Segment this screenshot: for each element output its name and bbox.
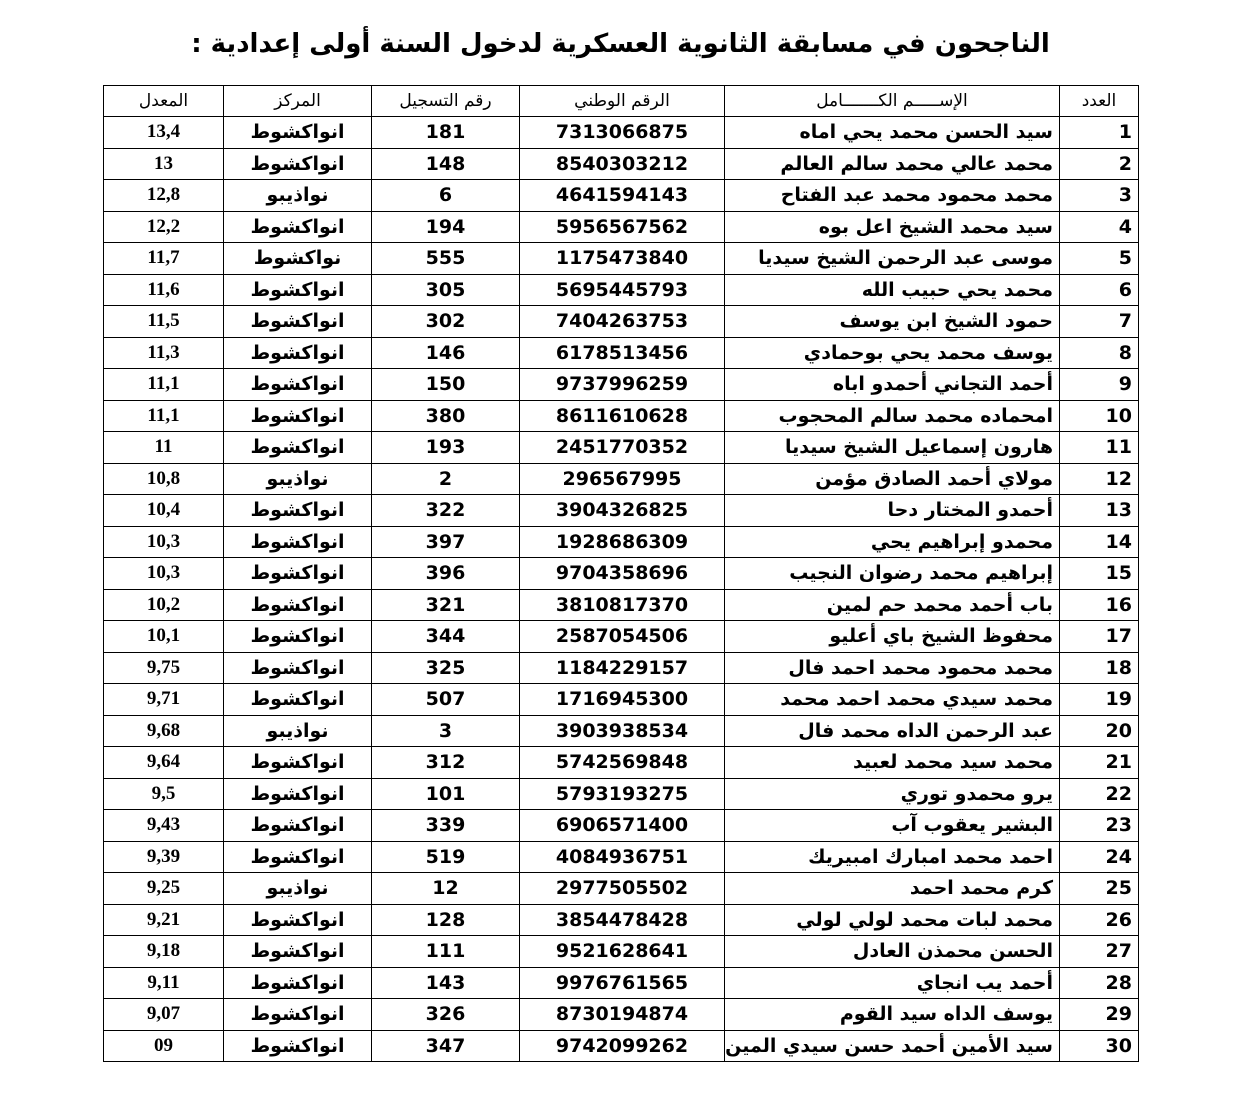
average-score: 09	[104, 1030, 224, 1062]
national-id: 6906571400	[520, 810, 725, 842]
exam-center: انواكشوط	[224, 369, 372, 401]
row-number: 12	[1060, 463, 1139, 495]
registration-number: 380	[372, 400, 520, 432]
exam-center: انواكشوط	[224, 400, 372, 432]
full-name: أحمدو المختار دحا	[725, 495, 1060, 527]
row-number: 22	[1060, 778, 1139, 810]
exam-center: انواكشوط	[224, 306, 372, 338]
average-score: 10,1	[104, 621, 224, 653]
table-row	[104, 274, 1139, 306]
exam-center: نواذيبو	[224, 873, 372, 905]
table-row	[104, 621, 1139, 653]
full-name: محمد محمود محمد عبد الفتاح	[725, 180, 1060, 212]
national-id: 3810817370	[520, 589, 725, 621]
average-score: 9,43	[104, 810, 224, 842]
average-score: 11,3	[104, 337, 224, 369]
exam-center: انواكشوط	[224, 621, 372, 653]
registration-number: 193	[372, 432, 520, 464]
exam-center: انواكشوط	[224, 904, 372, 936]
table-row	[104, 904, 1139, 936]
full-name: سيد محمد الشيخ اعل بوه	[725, 211, 1060, 243]
national-id: 9742099262	[520, 1030, 725, 1062]
national-id: 4084936751	[520, 841, 725, 873]
table-row	[104, 715, 1139, 747]
table-row	[104, 589, 1139, 621]
table-row	[104, 747, 1139, 779]
national-id: 5742569848	[520, 747, 725, 779]
row-number: 11	[1060, 432, 1139, 464]
page-title: الناجحون في مسابقة الثانوية العسكرية لدخول السنة أولى إعدادية :	[191, 29, 1050, 59]
exam-center: انواكشوط	[224, 841, 372, 873]
exam-center: نواذيبو	[224, 463, 372, 495]
registration-number: 6	[372, 180, 520, 212]
table-row	[104, 337, 1139, 369]
table-row	[104, 117, 1139, 149]
average-score: 9,5	[104, 778, 224, 810]
average-score: 9,71	[104, 684, 224, 716]
average-score: 9,07	[104, 999, 224, 1031]
table-row	[104, 148, 1139, 180]
table-row	[104, 400, 1139, 432]
table-row	[104, 1030, 1139, 1062]
registration-number: 12	[372, 873, 520, 905]
exam-center: نواذيبو	[224, 715, 372, 747]
row-number: 18	[1060, 652, 1139, 684]
national-id: 9976761565	[520, 967, 725, 999]
national-id: 5793193275	[520, 778, 725, 810]
exam-center: انواكشوط	[224, 652, 372, 684]
registration-number: 2	[372, 463, 520, 495]
full-name: سيد الأمين أحمد حسن سيدي المين	[725, 1030, 1060, 1062]
registration-number: 312	[372, 747, 520, 779]
full-name: امحماده محمد سالم المحجوب	[725, 400, 1060, 432]
exam-center: انواكشوط	[224, 936, 372, 968]
full-name: محمدو إبراهيم يحي	[725, 526, 1060, 558]
table-row	[104, 936, 1139, 968]
registration-number: 339	[372, 810, 520, 842]
average-score: 11,1	[104, 369, 224, 401]
registration-number: 146	[372, 337, 520, 369]
national-id: 9737996259	[520, 369, 725, 401]
row-number: 10	[1060, 400, 1139, 432]
full-name: إبراهيم محمد رضوان النجيب	[725, 558, 1060, 590]
header-reg: رقم التسجيل	[372, 86, 520, 117]
table-row	[104, 306, 1139, 338]
average-score: 11,5	[104, 306, 224, 338]
row-number: 5	[1060, 243, 1139, 275]
average-score: 10,4	[104, 495, 224, 527]
national-id: 4641594143	[520, 180, 725, 212]
registration-number: 321	[372, 589, 520, 621]
row-number: 17	[1060, 621, 1139, 653]
row-number: 7	[1060, 306, 1139, 338]
national-id: 1184229157	[520, 652, 725, 684]
average-score: 11,1	[104, 400, 224, 432]
registration-number: 143	[372, 967, 520, 999]
header-num: العدد	[1060, 86, 1139, 117]
full-name: يوسف محمد يحي بوحمادي	[725, 337, 1060, 369]
average-score: 11,6	[104, 274, 224, 306]
full-name: كرم محمد احمد	[725, 873, 1060, 905]
registration-number: 322	[372, 495, 520, 527]
registration-number: 181	[372, 117, 520, 149]
registration-number: 3	[372, 715, 520, 747]
table-body	[104, 117, 1139, 1062]
exam-center: انواكشوط	[224, 747, 372, 779]
national-id: 296567995	[520, 463, 725, 495]
table-row	[104, 999, 1139, 1031]
table-row	[104, 243, 1139, 275]
full-name: يرو محمدو توري	[725, 778, 1060, 810]
row-number: 16	[1060, 589, 1139, 621]
table-row	[104, 778, 1139, 810]
full-name: الحسن محمذن العادل	[725, 936, 1060, 968]
national-id: 2587054506	[520, 621, 725, 653]
full-name: محمد سيد محمد لعبيد	[725, 747, 1060, 779]
exam-center: انواكشوط	[224, 778, 372, 810]
national-id: 8611610628	[520, 400, 725, 432]
average-score: 9,25	[104, 873, 224, 905]
table-row	[104, 558, 1139, 590]
row-number: 21	[1060, 747, 1139, 779]
table-row	[104, 684, 1139, 716]
national-id: 1175473840	[520, 243, 725, 275]
exam-center: انواكشوط	[224, 1030, 372, 1062]
national-id: 8540303212	[520, 148, 725, 180]
row-number: 25	[1060, 873, 1139, 905]
row-number: 19	[1060, 684, 1139, 716]
exam-center: انواكشوط	[224, 999, 372, 1031]
row-number: 3	[1060, 180, 1139, 212]
national-id: 7313066875	[520, 117, 725, 149]
header-center: المركز	[224, 86, 372, 117]
average-score: 12,8	[104, 180, 224, 212]
full-name: محمد سيدي محمد احمد محمد	[725, 684, 1060, 716]
national-id: 1928686309	[520, 526, 725, 558]
full-name: محمد محمود محمد احمد فال	[725, 652, 1060, 684]
national-id: 2977505502	[520, 873, 725, 905]
table-row	[104, 463, 1139, 495]
national-id: 5956567562	[520, 211, 725, 243]
table-row	[104, 841, 1139, 873]
average-score: 9,64	[104, 747, 224, 779]
row-number: 26	[1060, 904, 1139, 936]
table-row	[104, 369, 1139, 401]
table-row	[104, 526, 1139, 558]
registration-number: 326	[372, 999, 520, 1031]
row-number: 9	[1060, 369, 1139, 401]
average-score: 10,8	[104, 463, 224, 495]
exam-center: انواكشوط	[224, 558, 372, 590]
exam-center: انواكشوط	[224, 495, 372, 527]
average-score: 10,3	[104, 558, 224, 590]
registration-number: 507	[372, 684, 520, 716]
row-number: 8	[1060, 337, 1139, 369]
exam-center: انواكشوط	[224, 117, 372, 149]
exam-center: انواكشوط	[224, 274, 372, 306]
results-table	[103, 85, 1139, 1062]
national-id: 3904326825	[520, 495, 725, 527]
full-name: يوسف الداه سيد القوم	[725, 999, 1060, 1031]
exam-center: نواذيبو	[224, 180, 372, 212]
header-avg: المعدل	[104, 86, 224, 117]
row-number: 28	[1060, 967, 1139, 999]
full-name: سيد الحسن محمد يحي اماه	[725, 117, 1060, 149]
average-score: 11	[104, 432, 224, 464]
table-row	[104, 211, 1139, 243]
full-name: احمد محمد امبارك امبيريك	[725, 841, 1060, 873]
full-name: مولاي أحمد الصادق مؤمن	[725, 463, 1060, 495]
full-name: محمد لبات محمد لولي لولي	[725, 904, 1060, 936]
exam-center: انواكشوط	[224, 684, 372, 716]
exam-center: انواكشوط	[224, 211, 372, 243]
average-score: 12,2	[104, 211, 224, 243]
national-id: 9704358696	[520, 558, 725, 590]
row-number: 30	[1060, 1030, 1139, 1062]
average-score: 9,68	[104, 715, 224, 747]
average-score: 11,7	[104, 243, 224, 275]
registration-number: 555	[372, 243, 520, 275]
table-row	[104, 495, 1139, 527]
row-number: 13	[1060, 495, 1139, 527]
average-score: 9,11	[104, 967, 224, 999]
registration-number: 148	[372, 148, 520, 180]
row-number: 23	[1060, 810, 1139, 842]
header-row	[104, 86, 1139, 117]
full-name: عبد الرحمن الداه محمد فال	[725, 715, 1060, 747]
exam-center: انواكشوط	[224, 810, 372, 842]
full-name: أحمد يب انجاي	[725, 967, 1060, 999]
table-row	[104, 873, 1139, 905]
row-number: 20	[1060, 715, 1139, 747]
full-name: محمد يحي حبيب الله	[725, 274, 1060, 306]
exam-center: انواكشوط	[224, 337, 372, 369]
national-id: 3903938534	[520, 715, 725, 747]
average-score: 10,2	[104, 589, 224, 621]
national-id: 1716945300	[520, 684, 725, 716]
table-row	[104, 432, 1139, 464]
full-name: محمد عالي محمد سالم العالم	[725, 148, 1060, 180]
row-number: 29	[1060, 999, 1139, 1031]
registration-number: 347	[372, 1030, 520, 1062]
full-name: حمود الشيخ ابن يوسف	[725, 306, 1060, 338]
full-name: محفوظ الشيخ باي أعليو	[725, 621, 1060, 653]
exam-center: انواكشوط	[224, 967, 372, 999]
table-row	[104, 967, 1139, 999]
full-name: أحمد التجاني أحمدو اباه	[725, 369, 1060, 401]
average-score: 9,75	[104, 652, 224, 684]
average-score: 10,3	[104, 526, 224, 558]
table-row	[104, 652, 1139, 684]
exam-center: انواكشوط	[224, 526, 372, 558]
national-id: 8730194874	[520, 999, 725, 1031]
table-row	[104, 810, 1139, 842]
header-name: الإســـــم الكـــــــامل	[725, 86, 1060, 117]
average-score: 9,39	[104, 841, 224, 873]
registration-number: 194	[372, 211, 520, 243]
full-name: موسى عبد الرحمن الشيخ سيديا	[725, 243, 1060, 275]
national-id: 9521628641	[520, 936, 725, 968]
exam-center: انواكشوط	[224, 148, 372, 180]
row-number: 24	[1060, 841, 1139, 873]
row-number: 4	[1060, 211, 1139, 243]
registration-number: 302	[372, 306, 520, 338]
table-row	[104, 180, 1139, 212]
national-id: 3854478428	[520, 904, 725, 936]
exam-center: انواكشوط	[224, 589, 372, 621]
average-score: 9,21	[104, 904, 224, 936]
row-number: 2	[1060, 148, 1139, 180]
registration-number: 325	[372, 652, 520, 684]
full-name: البشير يعقوب آب	[725, 810, 1060, 842]
average-score: 13,4	[104, 117, 224, 149]
row-number: 15	[1060, 558, 1139, 590]
registration-number: 519	[372, 841, 520, 873]
registration-number: 344	[372, 621, 520, 653]
row-number: 27	[1060, 936, 1139, 968]
registration-number: 128	[372, 904, 520, 936]
average-score: 13	[104, 148, 224, 180]
national-id: 7404263753	[520, 306, 725, 338]
registration-number: 305	[372, 274, 520, 306]
registration-number: 396	[372, 558, 520, 590]
full-name: باب أحمد محمد حم لمين	[725, 589, 1060, 621]
registration-number: 150	[372, 369, 520, 401]
row-number: 6	[1060, 274, 1139, 306]
registration-number: 397	[372, 526, 520, 558]
header-nni: الرقم الوطني	[520, 86, 725, 117]
average-score: 9,18	[104, 936, 224, 968]
exam-center: انواكشوط	[224, 432, 372, 464]
registration-number: 111	[372, 936, 520, 968]
national-id: 5695445793	[520, 274, 725, 306]
full-name: هارون إسماعيل الشيخ سيديا	[725, 432, 1060, 464]
national-id: 2451770352	[520, 432, 725, 464]
national-id: 6178513456	[520, 337, 725, 369]
registration-number: 101	[372, 778, 520, 810]
row-number: 1	[1060, 117, 1139, 149]
row-number: 14	[1060, 526, 1139, 558]
exam-center: نواكشوط	[224, 243, 372, 275]
